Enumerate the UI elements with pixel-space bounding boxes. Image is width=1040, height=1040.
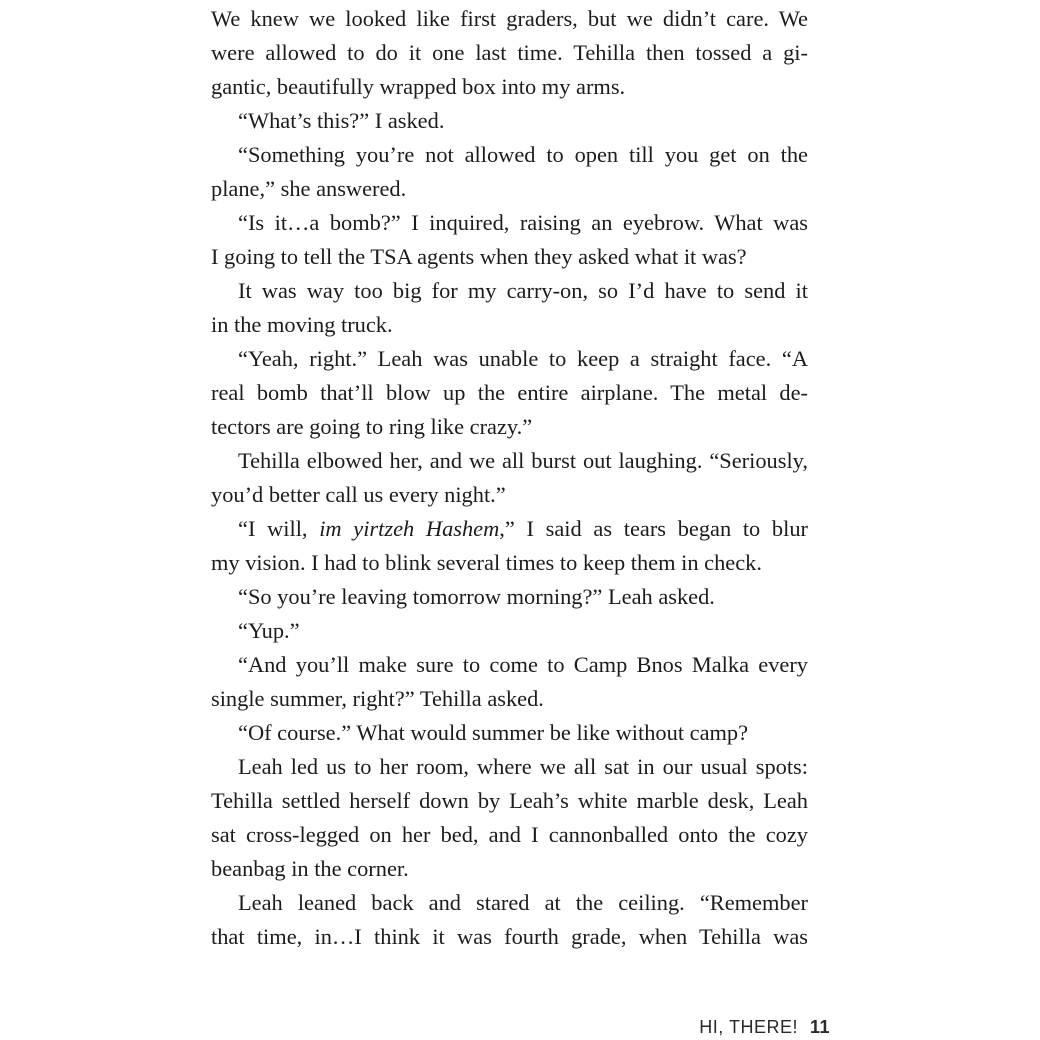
text-line: “Something you’re not allowed to open till you get on the (238, 142, 808, 167)
text-line: “Is it…a bomb?” I inquired, raising an eyebrow. What was (238, 210, 808, 235)
text-line: “What’s this?” I asked. (238, 108, 445, 133)
text-line: Leah leaned back and stared at the ceiling. “Remember (238, 890, 808, 915)
text-segment: “I will, (238, 516, 320, 541)
text-line: “Of course.” What would summer be like without camp? (238, 720, 749, 745)
running-head: HI, THERE! (699, 1017, 798, 1037)
page-footer (699, 1015, 830, 1039)
text-line: plane,” she answered. (211, 176, 407, 201)
text-line: It was way too big for my carry-on, so I’d have to send it (238, 278, 808, 303)
text-line: sat cross-legged on her bed, and I cannonballed onto the cozy (211, 822, 808, 847)
text-line: Tehilla settled herself down by Leah’s white marble desk, Leah (211, 788, 808, 813)
text-line: single summer, right?” Tehilla asked. (211, 686, 544, 711)
italic-phrase: im yirtzeh Hashem (319, 516, 500, 541)
text-line: were allowed to do it one last time. Tehilla then tossed a gi- (211, 40, 808, 65)
text-line: Tehilla elbowed her, and we all burst out laughing. “Seriously, (238, 448, 808, 473)
text-line: gantic, beautifully wrapped box into my arms. (211, 74, 626, 99)
text-line: my vision. I had to blink several times to keep them in check. (211, 550, 762, 575)
text-line: Leah led us to her room, where we all sat in our usual spots: (238, 754, 808, 779)
page-number: 11 (809, 1017, 830, 1037)
text-line: “Yup.” (238, 618, 300, 643)
text-line (211, 512, 808, 546)
text-line: “So you’re leaving tomorrow morning?” Leah asked. (238, 584, 715, 609)
text-line: tectors are going to ring like crazy.” (211, 414, 533, 439)
text-line: “Yeah, right.” Leah was unable to keep a straight face. “A (238, 346, 808, 371)
text-line: in the moving truck. (211, 312, 393, 337)
text-line: you’d better call us every night.” (211, 482, 506, 507)
body-text (211, 2, 808, 954)
text-line: We knew we looked like first graders, but we didn’t care. We (211, 6, 808, 31)
text-line: real bomb that’ll blow up the entire airplane. The metal de- (211, 380, 808, 405)
text-line: that time, in…I think it was fourth grade, when Tehilla was (211, 924, 808, 949)
text-line: beanbag in the corner. (211, 856, 409, 881)
text-line: I going to tell the TSA agents when they asked what it was? (211, 244, 747, 269)
text-line: “And you’ll make sure to come to Camp Bnos Malka every (238, 652, 808, 677)
text-segment: ,” I said as tears began to blur (499, 516, 809, 541)
